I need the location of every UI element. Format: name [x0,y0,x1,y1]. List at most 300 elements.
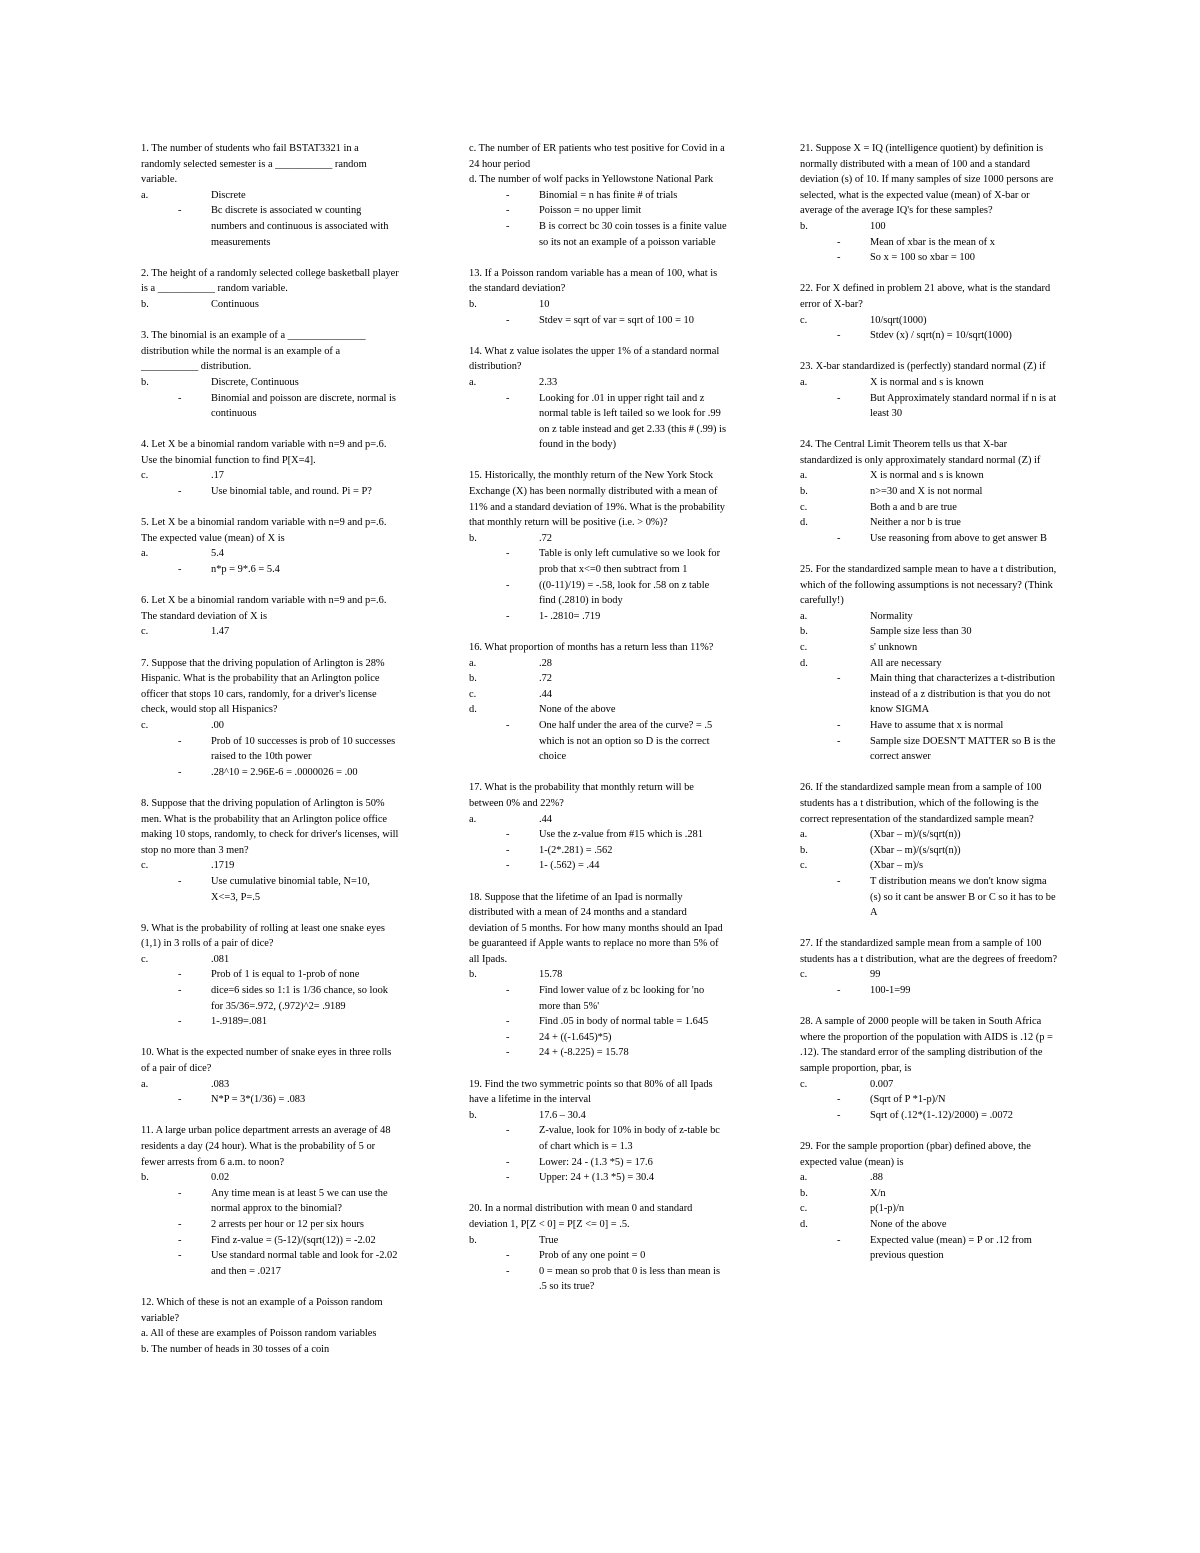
question-block [141,328,399,422]
answer-text: (Xbar – m)/(s/sqrt(n)) [870,844,961,856]
answer-text: Normality [870,610,913,622]
answer-text: 2.33 [539,376,558,388]
dash-bullet: - [506,1031,510,1043]
question-block [469,640,727,765]
note-text: Prob of any one point = 0 [539,1250,646,1262]
question-block [800,1014,1058,1123]
answer-row [469,671,727,687]
note-item [800,1233,1058,1264]
note-text: Find z-value = (5-12)/(sqrt(12)) = -2.02 [211,1234,376,1246]
answer-letter: c. [800,642,808,653]
note-text: Stdev = sqrt of var = sqrt of 100 = 10 [539,314,694,326]
note-item [141,734,399,765]
answer-row [800,640,1058,656]
question-text: 16. What proportion of months has a return less than 11%? [469,642,714,653]
dash-bullet: - [506,610,510,622]
question-text: 29. For the sample proportion (pbar) defined above, the expected value (mean) is [800,1141,1031,1168]
question-block [141,141,399,250]
dash-bullet: - [178,1234,182,1246]
answer-row [800,468,1058,484]
dash-bullet: - [178,392,182,404]
answer-text: p(1-p)/n [870,1203,905,1215]
question-text: 5. Let X be a binomial random variable with n=9 and p=.6. The expected value (mean) of X is [141,517,387,544]
question-block [141,1045,399,1107]
dash-bullet: - [178,875,182,887]
answer-row [469,1233,727,1249]
answer-letter: c. [800,1203,808,1215]
note-item [469,219,727,250]
note-item [141,765,399,781]
answer-row [800,624,1058,640]
question-block [800,780,1058,920]
question-block [800,936,1058,998]
note-text: Stdev (x) / sqrt(n) = 10/sqrt(1000) [870,330,1012,342]
question-block [469,1077,727,1186]
note-item [469,1264,727,1295]
dash-bullet: - [178,735,182,747]
answer-letter: c. [141,470,149,482]
question-text: 27. If the standardized sample mean from a sample of 100 students has a t distribution, what are the degrees of freedom? [800,938,1058,965]
note-text: 24 + (-8.225) = 15.78 [539,1047,629,1059]
note-item [469,203,727,219]
dash-bullet: - [506,719,510,731]
answer-row [800,313,1058,329]
answer-letter: a. [800,376,808,388]
question-block [141,1123,399,1279]
note-text: Any time mean is at least 5 we can use the normal approx to the binomial? [211,1187,388,1215]
question-block [141,921,399,1030]
note-text: Sqrt of (.12*(1-.12)/2000) = .0072 [870,1109,1013,1121]
note-item [800,1108,1058,1124]
note-item [141,203,399,250]
answer-letter: b. [469,969,477,981]
answer-letter: a. [141,548,149,560]
answer-text: 5.4 [211,548,224,560]
question-block [141,515,399,577]
note-text: 1-(2*.281) = .562 [539,844,613,856]
answer-text: 15.78 [539,969,563,981]
note-item [469,843,727,859]
question-text: 3. The binomial is an example of a _______________ distribution while the normal is an example of a ___________ distribution. [141,330,366,373]
dash-bullet: - [178,766,182,778]
answer-row [469,1108,727,1124]
question-text: 6. Let X be a binomial random variable with n=9 and p=.6. The standard deviation of X is [141,595,387,622]
note-text: Lower: 24 - (1.3 *5) = 17.6 [539,1156,653,1168]
answer-row [469,967,727,983]
note-text: 24 + ((-1.645)*5) [539,1031,612,1043]
dash-bullet: - [506,579,510,591]
dash-bullet: - [178,1016,182,1028]
dash-bullet: - [506,1250,510,1262]
dash-bullet: - [506,1172,510,1184]
question-text: 1. The number of students who fail BSTAT3321 in a randomly selected semester is a ___________ random variable. [141,143,367,186]
note-text: Use cumulative binomial table, N=10, X<=3, P=.5 [211,875,370,903]
answer-row [800,219,1058,235]
question-text: 15. Historically, the monthly return of the New York Stock Exchange (X) has been normally distributed with a mean of 11% and a standard deviation of 19%. What is the probability that monthly return will be positive (i.e. > 0%)? [469,470,725,529]
answer-row [141,375,399,391]
answer-text: .72 [539,673,552,685]
answer-text: Discrete [211,189,246,201]
question-block [469,344,727,453]
note-item [469,609,727,625]
dash-bullet: - [837,735,841,747]
dash-bullet: - [506,189,510,201]
question-block [141,796,399,905]
answer-text: .72 [539,532,552,544]
question-text: 23. X-bar standardized is (perfectly) standard normal (Z) if [800,361,1046,373]
question-text: 26. If the standardized sample mean from a sample of 100 students has a t distribution, which of the following is the correct representation of the standardized sample mean? [800,782,1042,825]
answer-letter: b. [469,1109,477,1121]
question-block [141,1295,399,1357]
answer-letter: c. [141,626,149,638]
answer-row [800,656,1058,672]
answer-text: .083 [211,1078,230,1090]
note-text: Sample size DOESN'T MATTER so B is the correct answer [870,735,1056,763]
question-text: 19. Find the two symmetric points so that 80% of all Ipads have a lifetime in the interval [469,1078,713,1106]
question-text: 9. What is the probability of rolling at least one snake eyes (1,1) in 3 rolls of a pair of dice? [141,922,385,950]
dash-bullet: - [506,829,510,841]
answer-letter: d. [469,704,477,716]
question-block [800,281,1058,343]
answer-text: 10 [539,298,550,310]
answer-text: X/n [870,1187,886,1199]
answer-letter: b. [800,1187,808,1199]
answer-row [141,1077,399,1093]
answer-text: .44 [539,688,552,700]
note-text: 2 arrests per hour or 12 per six hours [211,1218,364,1230]
answer-letter: c. [800,314,808,326]
note-item [141,391,399,422]
dash-bullet: - [506,205,510,217]
answer-row [800,1201,1058,1217]
dash-bullet: - [837,252,841,264]
question-block [469,266,727,328]
note-text: n*p = 9*.6 = 5.4 [211,564,280,576]
dash-bullet: - [837,1234,841,1246]
note-text: Mean of xbar is the mean of x [870,236,995,248]
question-text: 7. Suppose that the driving population of Arlington is 28% Hispanic. What is the probability that an Arlington police officer that stops 10 cars, randomly, for a driver's license check, would stop all Hispanics? [141,657,385,716]
answer-text: X is normal and s is known [870,376,984,388]
note-item [141,562,399,578]
answer-row [141,1170,399,1186]
note-item [800,250,1058,266]
answer-text: Both a and b are true [870,501,957,513]
note-item [469,546,727,577]
question-text: 21. Suppose X = IQ (intelligence quotient) by definition is normally distributed with a mean of 100 and a standard deviation (s) of 10. If many samples of size 1000 persons are selected, what is the expected value (mean) of X-bar or average of the average IQ's for these samples? [800,143,1054,217]
question-block [800,437,1058,546]
answer-text: Sample size less than 30 [870,626,972,638]
answer-letter: a. [141,189,149,201]
answer-row [469,702,727,718]
note-text: Binomial and poisson are discrete, normal is continuous [211,392,396,420]
dash-bullet: - [837,719,841,731]
answer-letter: c. [469,688,477,700]
answer-letter: b. [469,673,477,685]
note-text: T distribution means we don't know sigma (s) so it cant be answer B or C so it has to be A [870,875,1056,919]
dash-bullet: - [506,392,510,404]
answer-text: Discrete, Continuous [211,376,299,388]
answer-letter: c. [141,953,149,965]
dash-bullet: - [837,330,841,342]
note-item [469,391,727,453]
dash-bullet: - [178,1094,182,1106]
note-text: 0 = mean so prob that 0 is less than mean is .5 so its true? [539,1265,721,1293]
dash-bullet: - [837,1109,841,1121]
answer-row [800,827,1058,843]
note-item [141,1092,399,1108]
question-text: 18. Suppose that the lifetime of an Ipad is normally distributed with a mean of 24 months and a standard deviation of 5 months. For how many months should an Ipad be guaranteed if Apple wants to replace no more than 5% of all Ipads. [469,891,723,965]
note-text: Use reasoning from above to get answer B [870,532,1047,544]
note-text: ((0-11)/19) = -.58, look for .58 on z table find (.2810) in body [539,579,710,607]
dash-bullet: - [178,564,182,576]
answer-letter: c. [800,969,808,981]
dash-bullet: - [506,1156,510,1168]
answer-letter: b. [469,532,477,544]
question-block [141,593,399,640]
answer-row [800,843,1058,859]
question-text: 4. Let X be a binomial random variable with n=9 and p=.6. Use the binomial function to find P[X=4]. [141,439,387,466]
note-text: Main thing that characterizes a t-distribution instead of a z distribution is that you do not know SIGMA [870,673,1055,716]
note-item [141,874,399,905]
answer-text: 10/sqrt(1000) [870,314,927,326]
answer-letter: b. [800,844,808,856]
answer-text: (Xbar – m)/(s/sqrt(n)) [870,829,961,841]
answer-row [800,484,1058,500]
question-text: 2. The height of a randomly selected college basketball player is a ___________ random variable. [141,267,399,295]
note-item [800,671,1058,718]
note-text: Z-value, look for 10% in body of z-table bc of chart which is = 1.3 [539,1125,720,1152]
note-text: B is correct bc 30 coin tosses is a finite value so its not an example of a poisson variable [539,220,727,248]
note-text: 1- .2810= .719 [539,610,601,622]
answer-row [469,812,727,828]
note-text: Bc discrete is associated w counting numbers and continuous is associated with measurements [211,205,389,248]
answer-text: All are necessary [870,657,942,669]
answer-row [141,546,399,562]
note-item [469,827,727,843]
note-text: Use standard normal table and look for -2.02 and then = .0217 [211,1250,398,1277]
answer-text: None of the above [539,704,616,716]
note-text: Use the z-value from #15 which is .281 [539,829,703,841]
question-text: 11. A large urban police department arrests an average of 48 residents a day (24 hour). What is the probability of 5 or fewer arrests from 6 a.m. to noon? [141,1125,391,1168]
answer-row [469,297,727,313]
answer-text: (Xbar – m)/s [870,860,924,872]
answer-row [800,375,1058,391]
question-block [141,266,399,313]
answer-text: Neither a nor b is true [870,517,961,529]
note-item [800,874,1058,921]
answer-letter: a. [800,610,808,622]
answer-text: .1719 [211,860,235,872]
question-block [141,656,399,781]
answer-letter: c. [141,719,149,731]
answer-text: True [539,1234,559,1246]
answer-row [141,718,399,734]
question-block [469,890,727,1062]
question-block [469,468,727,624]
note-item [469,1155,727,1171]
answer-letter: a. [800,1172,808,1184]
note-item [800,734,1058,765]
answer-letter: a. [800,470,808,482]
dash-bullet: - [837,1094,841,1106]
note-text: But Approximately standard normal if n is at least 30 [870,392,1057,420]
dash-bullet: - [178,1187,182,1199]
answer-text: s' unknown [870,642,918,653]
note-item [469,188,727,204]
note-item [141,983,399,1014]
dash-bullet: - [506,860,510,872]
note-text: One half under the area of the curve? = .5 which is not an option so D is the correct choice [539,719,713,763]
dash-bullet: - [506,548,510,560]
answer-row [141,468,399,484]
dash-bullet: - [178,1218,182,1230]
note-text: Poisson = no upper limit [539,205,642,217]
answer-letter: b. [141,376,149,388]
answer-text: 17.6 – 30.4 [539,1109,586,1121]
note-item [141,1014,399,1030]
column-1 [141,141,399,1373]
answer-row [141,952,399,968]
note-text: Have to assume that x is normal [870,719,1004,731]
note-item [800,1092,1058,1108]
column-2 [469,141,727,1311]
note-item [469,983,727,1014]
note-item [469,858,727,874]
question-text: 22. For X defined in problem 21 above, what is the standard error of X-bar? [800,283,1051,310]
note-item [141,1186,399,1217]
question-block [800,359,1058,421]
note-item [141,1248,399,1279]
answer-text: .081 [211,953,230,965]
note-item [469,1123,727,1154]
question-block [469,1201,727,1295]
note-item [800,391,1058,422]
question-block [800,1139,1058,1264]
note-item [469,1030,727,1046]
dash-bullet: - [178,205,182,217]
answer-text: .44 [539,813,552,825]
dash-bullet: - [506,1265,510,1277]
dash-bullet: - [506,844,510,856]
dash-bullet: - [506,314,510,326]
option-text: d. The number of wolf packs in Yellowstone National Park [469,174,714,186]
answer-letter: a. [141,1078,149,1090]
answer-letter: b. [141,1172,149,1184]
note-item [800,328,1058,344]
dash-bullet: - [178,969,182,981]
answer-letter: b. [800,626,808,638]
question-text: 12. Which of these is not an example of a Poisson random variable? [141,1296,383,1324]
answer-text: 0.02 [211,1172,230,1184]
answer-letter: d. [800,1218,808,1230]
answer-row [469,687,727,703]
answer-letter: b. [800,486,808,498]
question-text: 28. A sample of 2000 people will be taken in South Africa where the proportion of the population with AIDS is .12 (p = .12). The standard error of the sampling distribution of the sample proportion, pbar, is [800,1016,1053,1075]
answer-text: 0.007 [870,1078,894,1090]
note-text: Binomial = n has finite # of trials [539,189,678,201]
answer-row [141,858,399,874]
answer-letter: c. [800,501,808,513]
dash-bullet: - [506,220,510,232]
note-item [141,484,399,500]
question-text: 25. For the standardized sample mean to have a t distribution, which of the following assumptions is not necessary? (Think carefully!) [800,564,1057,607]
dash-bullet: - [178,985,182,997]
note-text: dice=6 sides so 1:1 is 1/36 chance, so look for 35/36=.972, (.972)^2= .9189 [211,985,388,1012]
dash-bullet: - [837,392,841,404]
note-item [800,718,1058,734]
answer-letter: a. [469,376,477,388]
answer-text: Continuous [211,298,259,310]
answer-text: X is normal and s is known [870,470,984,482]
note-text: Looking for .01 in upper right tail and z normal table is left tailed so we look for .99 on z table instead and get 2.33 (this # (.99) is found in the body) [539,392,726,451]
question-text: 17. What is the probability that monthly return will be between 0% and 22%? [469,782,694,809]
dash-bullet: - [837,673,841,685]
dash-bullet: - [178,1250,182,1262]
note-text: Find .05 in body of normal table = 1.645 [539,1016,709,1028]
option-text: b. The number of heads in 30 tosses of a coin [141,1343,330,1355]
dash-bullet: - [506,1125,510,1137]
dash-bullet: - [837,236,841,248]
answer-row [141,624,399,640]
question-block [469,141,727,250]
note-text: 1- (.562) = .44 [539,860,600,872]
answer-letter: b. [469,298,477,310]
question-text: 13. If a Poisson random variable has a mean of 100, what is the standard deviation? [469,267,718,295]
note-item [469,313,727,329]
answer-row [800,1186,1058,1202]
dash-bullet: - [506,1047,510,1059]
answer-row [469,375,727,391]
note-item [469,578,727,609]
note-item [141,1217,399,1233]
note-item [469,1045,727,1061]
question-block [469,780,727,874]
answer-letter: c. [800,860,808,872]
answer-row [141,297,399,313]
answer-row [800,500,1058,516]
note-text: Prob of 10 successes is prob of 10 successes raised to the 10th power [211,735,396,763]
note-text: So x = 100 so xbar = 100 [870,252,975,264]
answer-text: 1.47 [211,626,230,638]
question-block [800,562,1058,765]
option-text: a. All of these are examples of Poisson random variables [141,1328,377,1340]
note-item [469,1014,727,1030]
dash-bullet: - [837,532,841,544]
answer-letter: d. [800,657,808,669]
note-item [141,967,399,983]
note-text: (Sqrt of P *1-p)/N [870,1094,946,1106]
note-text: N*P = 3*(1/36) = .083 [211,1094,306,1106]
dash-bullet: - [506,1016,510,1028]
note-item [800,531,1058,547]
answer-letter: a. [469,657,477,669]
answer-row [800,515,1058,531]
answer-text: .00 [211,719,224,731]
question-text: 8. Suppose that the driving population of Arlington is 50% men. What is the probability that an Arlington police office making 10 stops, randomly, to check for driver's licenses, will stop no more than 3 men? [141,797,399,856]
answer-text: .17 [211,470,224,482]
dash-bullet: - [178,486,182,498]
note-text: Expected value (mean) = P or .12 from previous question [870,1234,1032,1262]
option-text: c. The number of ER patients who test positive for Covid in a 24 hour period [469,143,725,170]
question-text: 10. What is the expected number of snake eyes in three rolls of a pair of dice? [141,1047,392,1075]
answer-row [141,188,399,204]
note-item [141,1233,399,1249]
question-text: 20. In a normal distribution with mean 0 and standard deviation 1, P[Z < 0] = P[Z <= 0] = .5. [469,1203,693,1230]
question-block [800,141,1058,266]
dash-bullet: - [837,875,841,887]
note-text: Use binomial table, and round. Pi = P? [211,486,372,498]
answer-letter: b. [469,1234,477,1246]
